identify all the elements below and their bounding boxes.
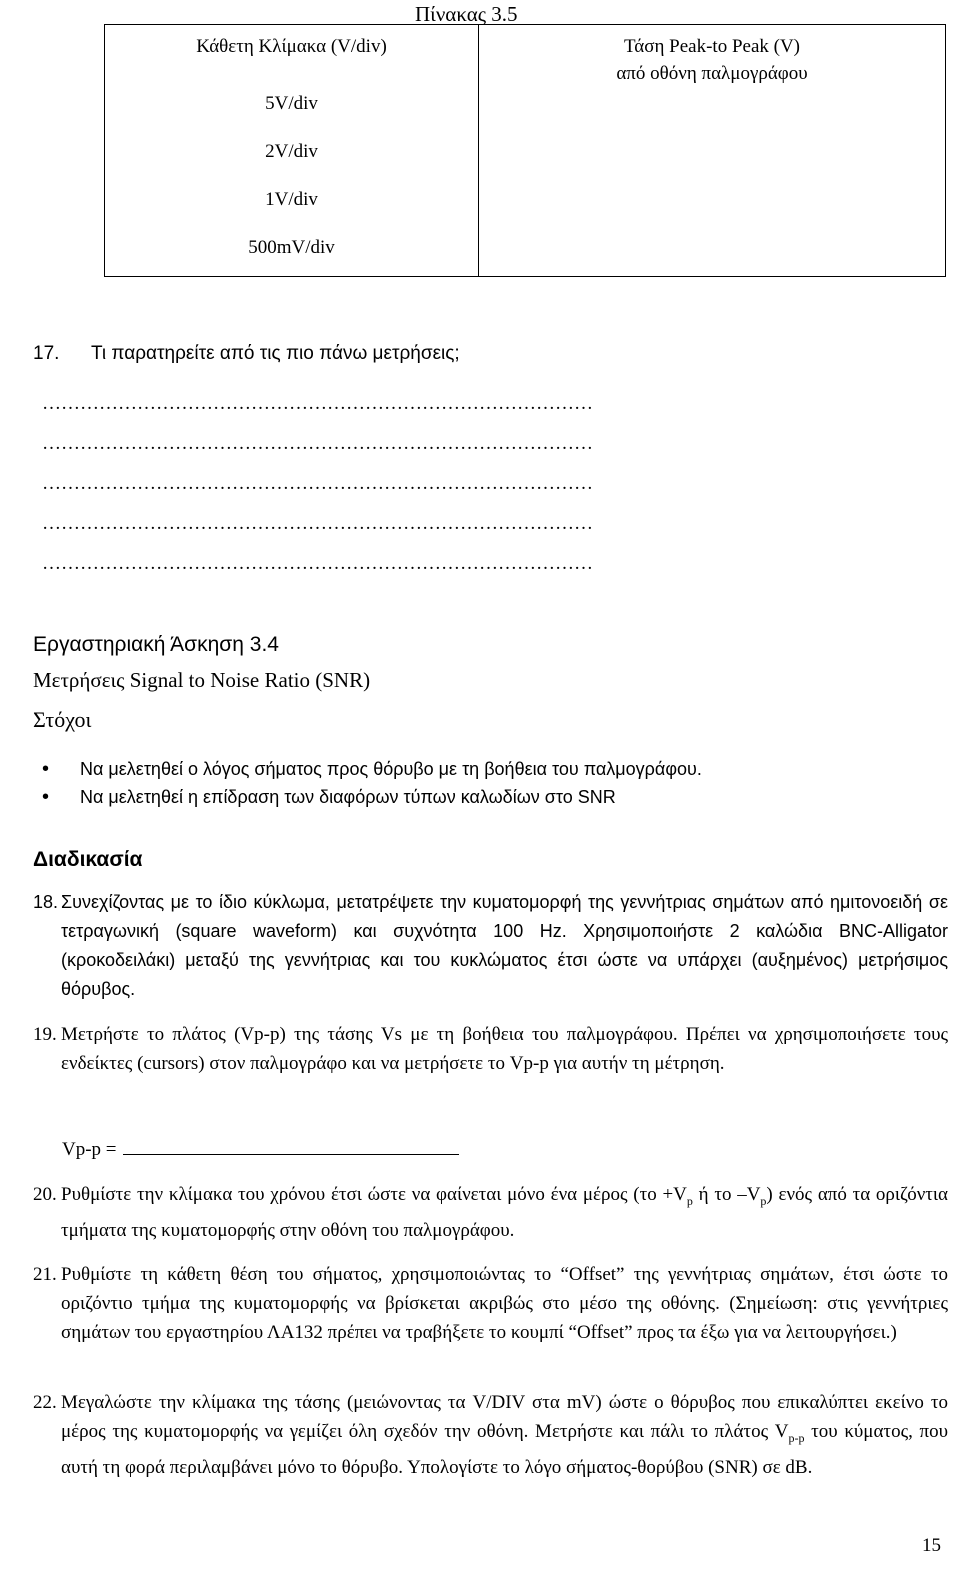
step-22 bbox=[33, 1388, 948, 1482]
step-20 bbox=[33, 1180, 948, 1245]
procedure-heading: Διαδικασία bbox=[33, 848, 143, 871]
exercise-subtitle: Μετρήσεις Signal to Noise Ratio (SNR) bbox=[33, 668, 371, 692]
answer-line[interactable]: …………………………………………………………………………… bbox=[42, 553, 593, 574]
step-21 bbox=[33, 1260, 948, 1347]
col2-header bbox=[479, 25, 945, 87]
step-number: 19. bbox=[33, 1024, 57, 1045]
table-col2-cell bbox=[479, 25, 946, 277]
step-text: Ρυθμίστε τη κάθετη θέση του σήματος, χρησιμοποιώντας το “Offset” της γεννήτριας σημάτων, έτσι ώστε το οριζόντιο τμήμα της κυματομορφής να βρίσκεται ακριβώς στο μέσο της οθόνης. (Σημείωση: στις γεννήτριες σημάτων του εργαστηρίου ΛΑ132 πρέπει να τραβήξετε το κουμπί “Offset” προς τα έξω για να λειτουργήσει.) bbox=[61, 1264, 948, 1343]
answer-line[interactable]: …………………………………………………………………………… bbox=[42, 433, 593, 454]
goals-heading: Στόχοι bbox=[33, 707, 92, 732]
step-text: Συνεχίζοντας με το ίδιο κύκλωμα, μετατρέψετε την κυματομορφή της γεννήτριας σημάτων από ημιτονοειδή σε τετραγωνική (square waveform) και συχνότητα 100 Hz. Χρησιμοποιήστε 2 καλώδια BNC-Alligator (κροκοδειλάκι) μεταξύ της γεννήτριας και του κυκλώματος έτσι ώστε να υπάρχει (αυξημένος) μετρήσιμος θόρυβος. bbox=[61, 892, 948, 999]
col2-header-line2: από οθόνη παλμογράφου bbox=[616, 63, 808, 84]
vpp-answer bbox=[62, 1136, 459, 1161]
scale-item: 2V/div bbox=[265, 141, 318, 162]
answer-line[interactable]: …………………………………………………………………………… bbox=[42, 393, 593, 414]
step-18 bbox=[33, 888, 948, 1004]
question-number: 17. bbox=[33, 343, 60, 364]
col2-header-line1: Τάση Peak-to Peak (V) bbox=[623, 36, 801, 57]
scale-item: 5V/div bbox=[265, 93, 318, 114]
vpp-label: Vp-p = bbox=[62, 1139, 117, 1160]
scale-item: 1V/div bbox=[265, 189, 318, 210]
goal-item: • Να μελετηθεί ο λόγος σήματος προς θόρυβο με τη βοήθεια του παλμογράφου. bbox=[42, 755, 702, 783]
step-text: Ρυθμίστε την κλίμακα του χρόνου έτσι ώστε να φαίνεται μόνο ένα μέρος ($\tau o +V_p$ ή το $-V_p$) ενός από τα οριζόντια τμήματα της κυματομορφής στην οθόνη του παλμογράφου. bbox=[61, 1184, 949, 1241]
answer-line[interactable]: …………………………………………………………………………… bbox=[42, 513, 593, 534]
step-number: 21. bbox=[33, 1264, 57, 1285]
goal-item: • Να μελετηθεί η επίδραση των διαφόρων τύπων καλωδίων στο SNR bbox=[42, 783, 702, 811]
answer-line[interactable]: …………………………………………………………………………… bbox=[42, 473, 593, 494]
goals-list bbox=[42, 755, 702, 811]
step-text: Μετρήστε το πλάτος (Vp-p) της τάσης Vs με τη βοήθεια του παλμογράφου. Πρέπει να χρησιμοποιήσετε τους ενδείκτες (cursors) στον παλμογράφο και να μετρήσετε το Vp-p για αυτήν τη μέτρηση. bbox=[61, 1024, 948, 1074]
table-title: Πίνακας 3.5 bbox=[415, 2, 518, 26]
table-col1-cell bbox=[105, 25, 479, 277]
question-17 bbox=[33, 343, 460, 365]
scale-list bbox=[105, 60, 478, 276]
step-19 bbox=[33, 1020, 948, 1078]
vpp-blank-line[interactable] bbox=[123, 1136, 459, 1155]
measurement-table bbox=[104, 24, 946, 277]
question-text: Τι παρατηρείτε από τις πιο πάνω μετρήσεις; bbox=[91, 343, 460, 364]
scale-item: 500mV/div bbox=[248, 237, 335, 258]
col1-header: Κάθετη Κλίμακα (V/div) bbox=[196, 36, 387, 57]
step-number: 18. bbox=[33, 892, 59, 912]
step-text: Μεγαλώστε την κλίμακα της τάσης (μειώνοντας τα V/DIV στα mV) ώστε ο θόρυβος που επικαλύπτει εκείνο το μέρος της κυματομορφής να γεμίζει όλη σχεδόν την οθόνη. Μετρήστε και πάλι το πλάτος $V_{p-p}$ του κύματος, που αυτή τη φορά περιλαμβάνει μόνο το θόρυβο. Υπολογίστε το λόγο σήματος-θορύβου (SNR) σε dB. bbox=[61, 1392, 948, 1478]
exercise-title: Εργαστηριακή Άσκηση 3.4 bbox=[33, 633, 279, 656]
page-number: 15 bbox=[922, 1535, 941, 1556]
step-number: 20. bbox=[33, 1184, 57, 1205]
step-number: 22. bbox=[33, 1392, 57, 1413]
